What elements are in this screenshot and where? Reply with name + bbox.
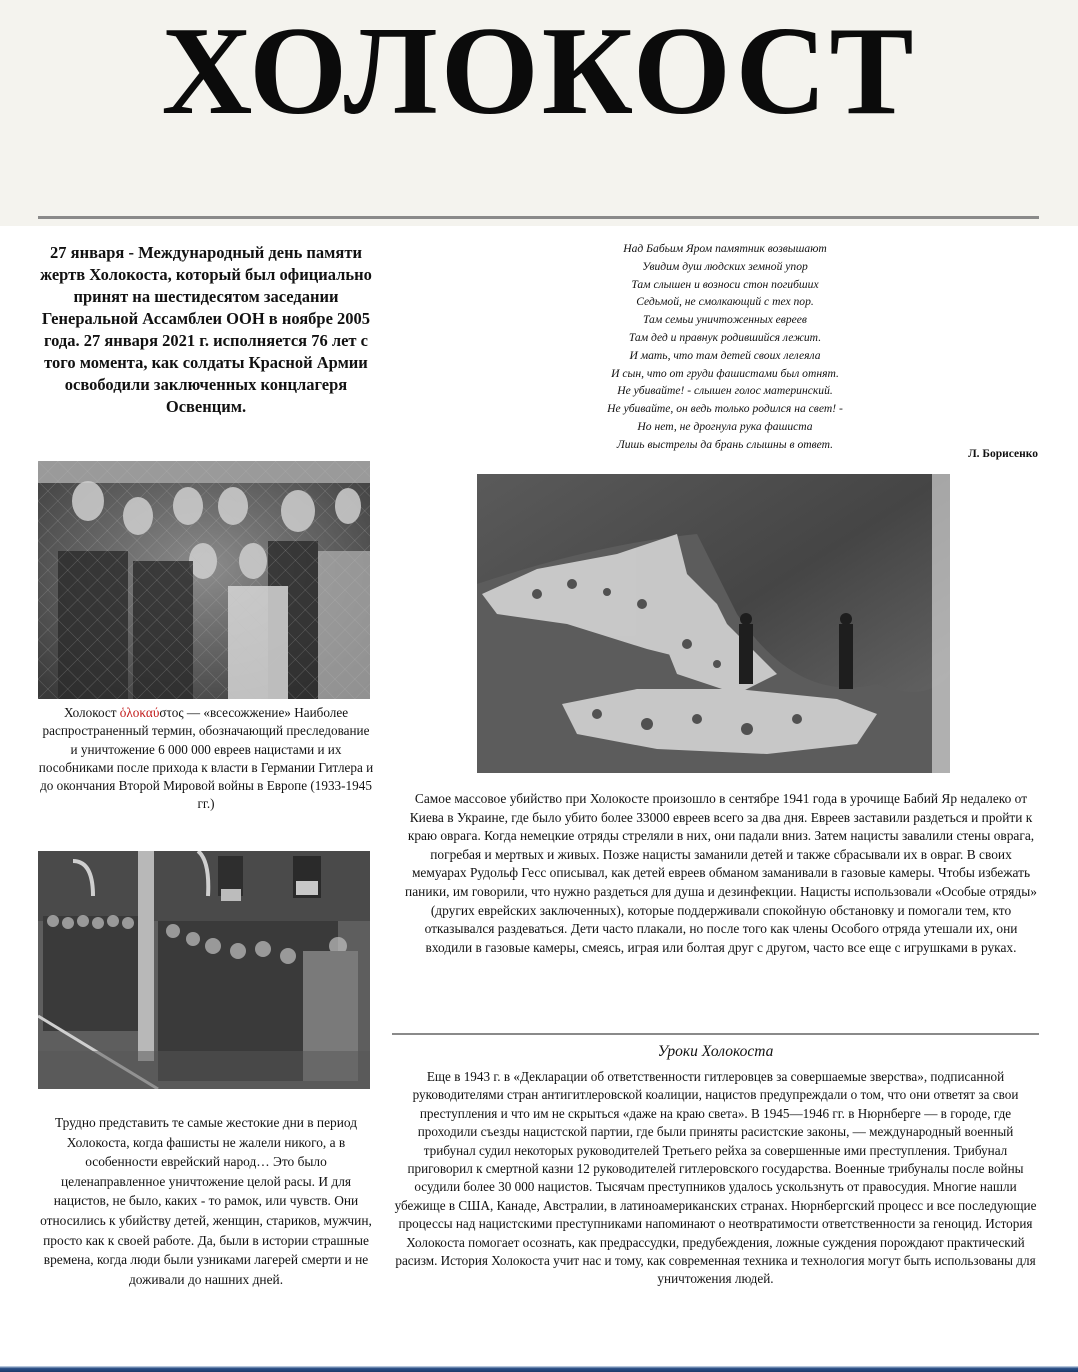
greek-word-highlighted: ὁλοκαύ — [119, 705, 160, 720]
poem-line: Но нет, не дрогнула рука фашиста — [637, 419, 813, 433]
poem-author: Л. Борисенко — [968, 448, 1038, 460]
photo-ravine-image — [477, 474, 950, 773]
photo-camp-image — [38, 851, 370, 1089]
photo-babi-yar-ravine — [477, 474, 950, 773]
poem-line: И мать, что там детей своих лелеяла — [629, 348, 821, 362]
photo-camp-prisoners — [38, 851, 370, 1089]
poem-line: И сын, что от груди фашистами был отнят. — [611, 366, 839, 380]
poem-line: Не убивайте! - слышен голос материнский. — [617, 384, 833, 398]
page-title: ХОЛОКОСТ — [161, 2, 917, 141]
greek-word-rest: στος — [159, 705, 184, 720]
masthead — [0, 0, 1078, 226]
holocaust-definition-caption — [38, 704, 374, 814]
caption-definition: — «всесожжение» Наиболее распространенный термин, обозначающий преследование и уничтожение 6 000 000 евреев нацистами и их пособниками после прихода к власти в Германии Гитлера и до окончания Второй Мировой войны в Европе (1933-1945 гг.) — [38, 705, 374, 812]
poem-line: Лишь выстрелы да брань слышны в ответ. — [616, 437, 834, 451]
babi-yar-paragraph: Самое массовое убийство при Холокосте произошло в сентябре 1941 года в урочище Бабий Яр недалеко от Киева в Украине, где было убито более 33000 евреев всего за два дня. Евреев заставили раздеться и пройти к краю оврага. Когда немецкие отряды стреляли в них, они падали вниз. Затем нацисты завалили стены оврага, погребая и мертвых и живых. Позже нацисты заманили детей и также сбрасывали их в овраг. В своих мемуарах Рудольф Гесс описывал, как детей евреев обманом заманивали в газовые камеры. Чтобы избежать паники, им говорили, что нужно раздеться для душа и дезинфекции. Нацисты использовали «Особые отряды» (других еврейских заключенных), которые поддерживали спокойную обстановку и помогали тем, кто отказывался раздеваться. Дети часто плакали, но после того как члены Особого отряда утешали их, они входили в газовые камеры, смеясь, играя или болтая друг с другом, часто все еще с игрушками в руках. — [405, 791, 1037, 955]
photo-children-behind-fence — [38, 461, 370, 699]
poem — [540, 240, 910, 454]
poem-line: Седьмой, не смолкающий с тех пор. — [636, 295, 814, 309]
header-divider — [38, 216, 1039, 219]
poem-line: Не убивайте, он ведь только родился на свет! - — [607, 402, 843, 416]
poem-line: Над Бабьим Яром памятник возвышают — [623, 242, 827, 255]
lessons-paragraph: Еще в 1943 г. в «Декларации об ответственности гитлеровцев за совершаемые зверства», подписанной руководителями стран антигитлеровской коалиции, нацистов предупреждали о том, что они ответят за свои преступления и что им не скрыться «даже на краю света». В 1945—1946 гг. в Нюрнберге — в городе, где проходили съезды нацистской партии, где были приняты расистские законы, — международный военный трибунал судил некоторых руководителей Третьего рейха за совершенные ими преступления. Трибунал приговорил к смертной казни 12 руководителей гитлеровского государства. Военные трибуналы после войны осудили более 30 000 нацистов. Тысячам преступников удалось ускользнуть от правосудия. Многие нашли убежище в США, Канаде, Австралии, в латиноамериканских странах. Нюрнбергский процесс и все последующие процессы над нацистскими преступниками напоминают о неотвратимости ответственности за геноцид. История Холокоста помогает осознать, как предрассудки, предубеждения, ложные суждения порождают практический расизм. История Холокоста учит нас и тому, как современная техника и технология могут быть использованы для уничтожения людей. — [394, 1069, 1037, 1287]
intro-paragraph: 27 января - Международный день памяти жертв Холокоста, который был официально принят на шестидесятом заседании Генеральной Ассамблеи ООН в ноябре 2005 года. 27 января 2021 г. исполняется 76 лет с того момента, как солдаты Красной Армии освободили заключенных концлагеря Освенцим. — [40, 243, 372, 416]
poem-line: Там дед и правнук родившийся лежит. — [628, 330, 822, 344]
section-divider — [392, 1033, 1039, 1035]
photo-children-image — [38, 461, 370, 699]
poem-line: Там семьи уничтоженных евреев — [643, 313, 807, 327]
poem-line: Увидим душ людских земной упор — [642, 259, 808, 273]
lessons-heading: Уроки Холокоста — [657, 1043, 774, 1060]
caption-term: Холокост — [63, 705, 120, 720]
reflection-paragraph: Трудно представить те самые жестокие дни в период Холокоста, когда фашисты не жалели никого, а в особенности еврейский народ… Это было целенаправленное уничтожение целой расы. И для нацистов, не было, каких - то рамок, или чувств. Они относились к убийству детей, женщин, стариков, мужчин, просто как к своей работе. Да, были в истории страшные времена, когда люди были узниками лагерей смерти и не доживали до нашних дней. — [40, 1115, 372, 1287]
poem-line: Там слышен и возноси стон погибших — [631, 277, 819, 291]
bottom-border — [0, 1366, 1078, 1372]
